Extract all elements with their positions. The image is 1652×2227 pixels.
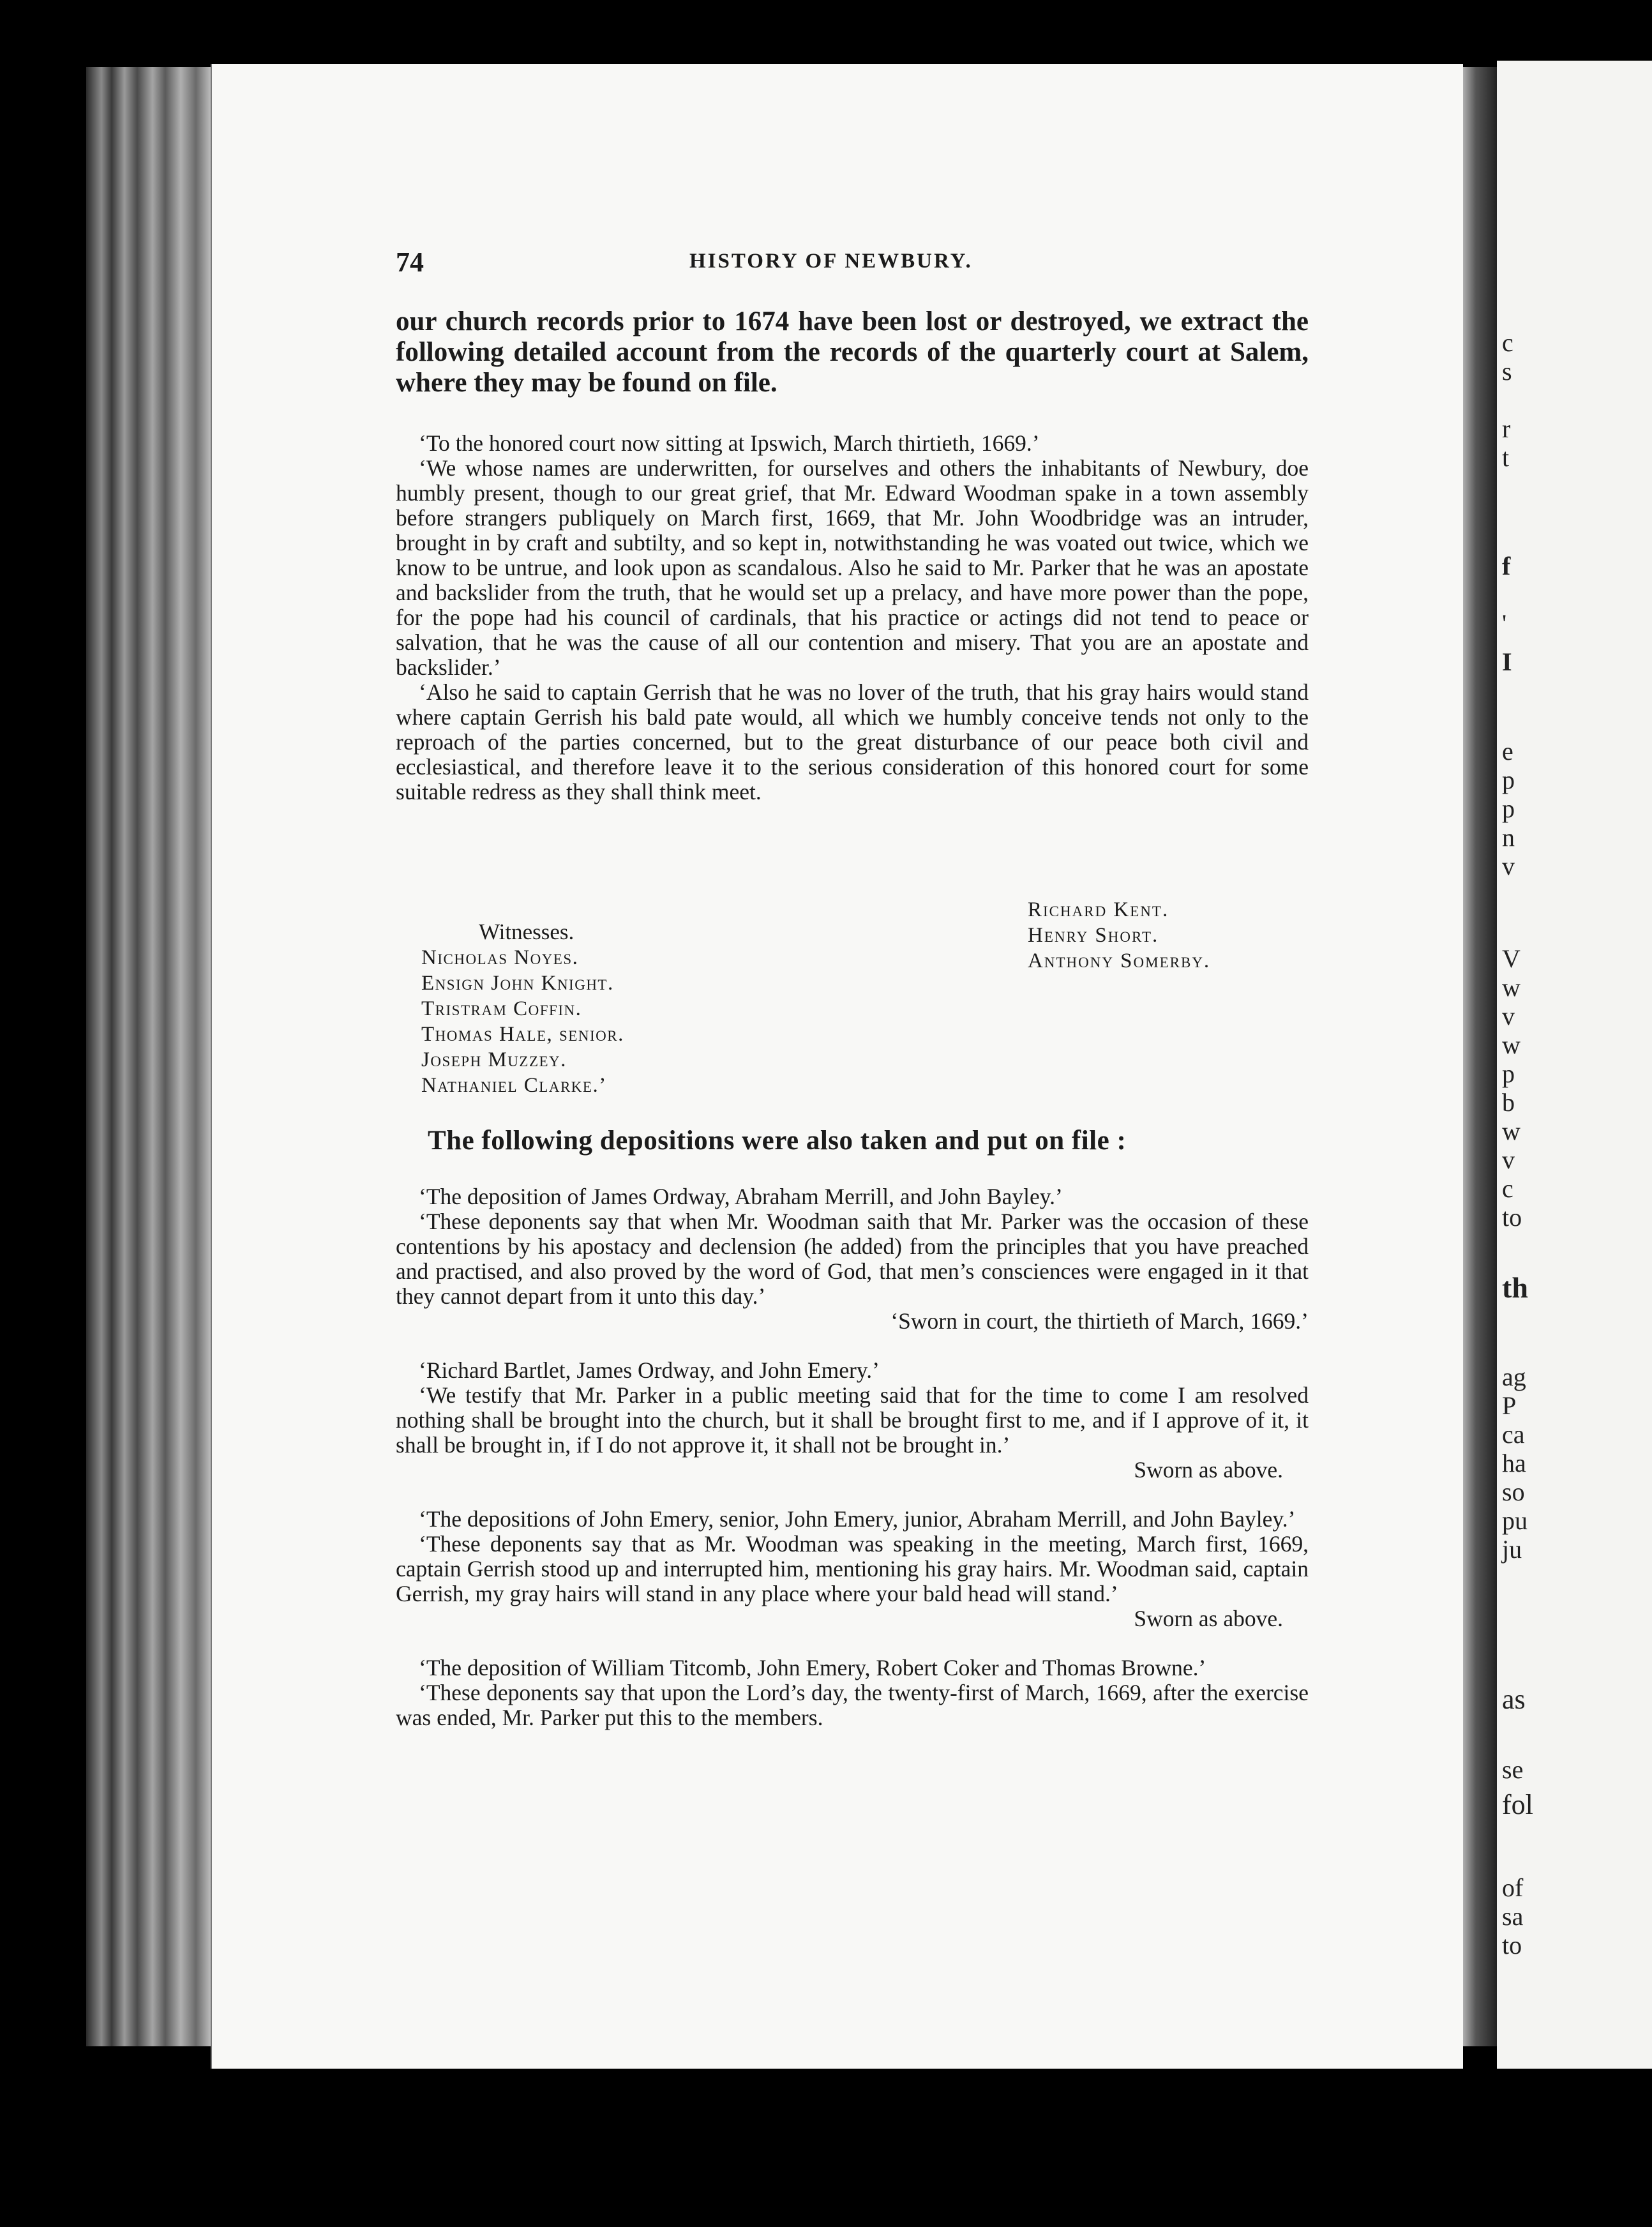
depositions-heading: The following depositions were also taken and put on file :: [428, 1126, 1127, 1156]
fragment: ju: [1502, 1535, 1522, 1564]
intro-paragraph: our church records prior to 1674 have been lost or destroyed, we extract the following detailed account from the records of the quarterly court at Salem, where they may be found on file.: [396, 306, 1309, 398]
signer-name: Henry Short.: [1028, 924, 1159, 947]
fragment: p: [1502, 766, 1515, 794]
witnesses-title: Witnesses.: [479, 919, 574, 944]
fragment: ': [1502, 609, 1507, 638]
fragment: v: [1502, 1002, 1515, 1030]
deposition-sworn: Sworn as above.: [1134, 1457, 1283, 1483]
fragment: ha: [1502, 1449, 1526, 1477]
petition-body: ‘We whose names are underwritten, for ourselves and others the inhabitants of Newbury, doe humbly present, though to our great grief, that Mr. Edward Woodman spake in a town assembly before strangers publiquely on March first, 1669, that Mr. John Woodbridge was an intruder, brought in by craft and subtilty, and so kept in, notwithstanding he was voated out twice, which we know to be untrue, and look upon as scandalous. Also he said to Mr. Parker that he was an apostate and backslider from the truth, that he would set up a prelacy, and have more power than the pope, for the pope had his council of cardinals, that his practice or actings did not tend to peace or salvation, that he was the cause of all our contention and misery. That you are an apostate and backslider.’: [396, 455, 1309, 680]
scan-border-bottom: [0, 2069, 1652, 2227]
fragment: f: [1502, 552, 1511, 580]
deposition-title: ‘Richard Bartlet, James Ordway, and John Emery.’: [419, 1357, 880, 1383]
petition-body-continued: ‘Also he said to captain Gerrish that he was no lover of the truth, that his gray hairs would stand where captain Gerrish his bald pate would, all which we humbly conceive tends not only to the reproach of the parties concerned, but to the great disturbance of our peace both civil and ecclesiastical, and therefore leave it to the serious consideration of this honored court for some suitable redress as they shall think meet.: [396, 679, 1309, 804]
book-spine-edge: [86, 67, 214, 2046]
witness-name: Joseph Muzzey.: [421, 1048, 567, 1071]
fragment: ag: [1502, 1363, 1526, 1391]
fragment: of: [1502, 1873, 1524, 1902]
page-number: 74: [396, 246, 424, 278]
deposition-sworn: Sworn as above.: [1134, 1606, 1283, 1631]
fragment: sa: [1502, 1902, 1524, 1931]
fragment: w: [1502, 1117, 1521, 1145]
fragment: se: [1502, 1755, 1524, 1784]
deposition-sworn: ‘Sworn in court, the thirtieth of March, 1669.’: [890, 1308, 1309, 1334]
page-header: [396, 246, 1309, 284]
fragment: v: [1502, 852, 1515, 880]
fragment: n: [1502, 823, 1515, 852]
fragment: e: [1502, 737, 1513, 766]
fragment: r: [1502, 414, 1511, 443]
petition-block: [396, 431, 1309, 804]
deposition-body: ‘These deponents say that when Mr. Woodman saith that Mr. Parker was the occasion of these contentions by his apostacy and declension (he added) from the principles that you have preached and practised, and also proved by the word of God, that men’s consciences were engaged in it that they cannot depart from it unto this day.’: [396, 1209, 1309, 1309]
deposition-body: ‘We testify that Mr. Parker in a public meeting said that for the time to come I am resolved nothing shall be brought into the church, but it shall be brought first to me, and if I approve of it, it shall be brought in, if I do not approve it, it shall not be brought in.’: [396, 1382, 1309, 1458]
fragment: pu: [1502, 1506, 1528, 1535]
petition-address: ‘To the honored court now sitting at Ipswich, March thirtieth, 1669.’: [419, 430, 1040, 456]
fragment: p: [1502, 794, 1515, 823]
adjacent-page-fragment: [1497, 61, 1652, 2104]
fragment: fol: [1502, 1789, 1533, 1820]
deposition-title: ‘The deposition of William Titcomb, John Emery, Robert Coker and Thomas Browne.’: [419, 1655, 1206, 1680]
fragment: w: [1502, 1030, 1521, 1059]
fragment: to: [1502, 1203, 1522, 1232]
fragment: v: [1502, 1145, 1515, 1174]
fragment: I: [1502, 647, 1512, 676]
witness-name: Tristram Coffin.: [421, 997, 582, 1020]
witness-name: Thomas Hale, senior.: [421, 1023, 624, 1046]
fragment: ca: [1502, 1420, 1525, 1449]
fragment: to: [1502, 1931, 1522, 1959]
fragment: V: [1502, 944, 1521, 973]
fragment: as: [1502, 1684, 1526, 1715]
fragment: b: [1502, 1088, 1515, 1117]
scan-border-top: [0, 0, 1652, 61]
fragment: P: [1502, 1391, 1517, 1420]
deposition-body: ‘These deponents say that upon the Lord’s day, the twenty-first of March, 1669, after the exercise was ended, Mr. Parker put this to the members.: [396, 1680, 1309, 1730]
deposition-title: ‘The depositions of John Emery, senior, John Emery, junior, Abraham Merrill, and John Bayley.’: [419, 1506, 1296, 1532]
page-gutter-shadow: [1459, 67, 1497, 2046]
running-head: HISTORY OF NEWBURY.: [689, 250, 973, 273]
fragment: c: [1502, 328, 1513, 357]
fragment: c: [1502, 1174, 1513, 1203]
fragment: th: [1502, 1271, 1528, 1304]
signer-name: Richard Kent.: [1028, 898, 1169, 921]
signer-name: Anthony Somerby.: [1028, 949, 1211, 972]
fragment: t: [1502, 443, 1510, 472]
witness-name: Nicholas Noyes.: [421, 946, 579, 969]
fragment: so: [1502, 1477, 1525, 1506]
fragment: p: [1502, 1059, 1515, 1088]
witness-name: Ensign John Knight.: [421, 972, 614, 995]
witnesses-list: [421, 919, 624, 1098]
depositions-block: [396, 1184, 1309, 1730]
fragment: s: [1502, 357, 1512, 386]
signers-list: [1028, 897, 1210, 974]
witness-name: Nathaniel Clarke.’: [421, 1074, 607, 1097]
fragment: w: [1502, 973, 1521, 1002]
deposition-body: ‘These deponents say that as Mr. Woodman was speaking in the meeting, March first, 1669, captain Gerrish stood up and interrupted him, mentioning his gray hairs. Mr. Woodman said, captain Gerrish, my gray hairs will stand in any place where your bald head will stand.’: [396, 1531, 1309, 1606]
deposition-title: ‘The deposition of James Ordway, Abraham Merrill, and John Bayley.’: [419, 1184, 1063, 1209]
